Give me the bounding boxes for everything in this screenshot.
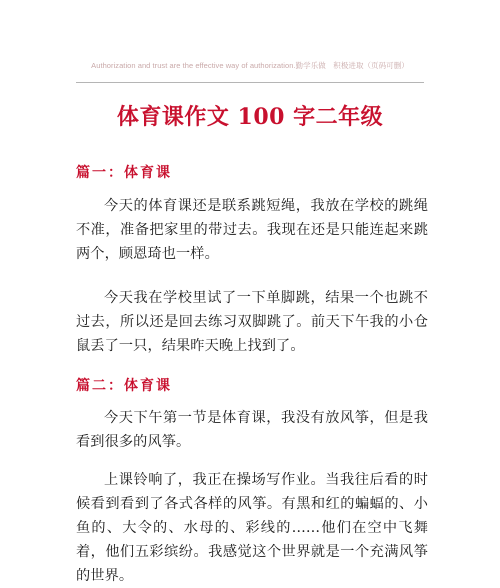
header-divider [76, 82, 424, 83]
paragraph-1-1: 今天的体育课还是联系跳短绳，我放在学校的跳绳不准，准备把家里的带过去。我现在还是只能连起来跳两个，顾恩琦也一样。 [76, 198, 428, 262]
section-heading-1: 篇一：体育课 [76, 165, 172, 181]
document-title: 体育课作文 100 字二年级 [116, 104, 384, 130]
header-watermark: Authorization and trust are the effective way of authorization.勤学乐做 积极进取（页码可删） [91, 61, 409, 70]
paragraph-2-2: 上课铃响了，我正在操场写作业。当我往后看的时候看到看到了各式各样的风筝。有黑和红的蝙蝠的、小鱼的、大令的、水母的、彩线的……他们在空中飞舞着，他们五彩缤纷。我感觉这个世界就是一个充满风筝的世界。 [76, 472, 428, 584]
section-heading-2: 篇二：体育课 [76, 378, 172, 394]
paragraph-1-2: 今天我在学校里试了一下单脚跳，结果一个也跳不过去，所以还是回去练习双脚跳了。前天下午我的小仓鼠丢了一只，结果昨天晚上找到了。 [76, 290, 428, 354]
paragraph-2-1: 今天下午第一节是体育课，我没有放风筝，但是我看到很多的风筝。 [76, 410, 428, 450]
